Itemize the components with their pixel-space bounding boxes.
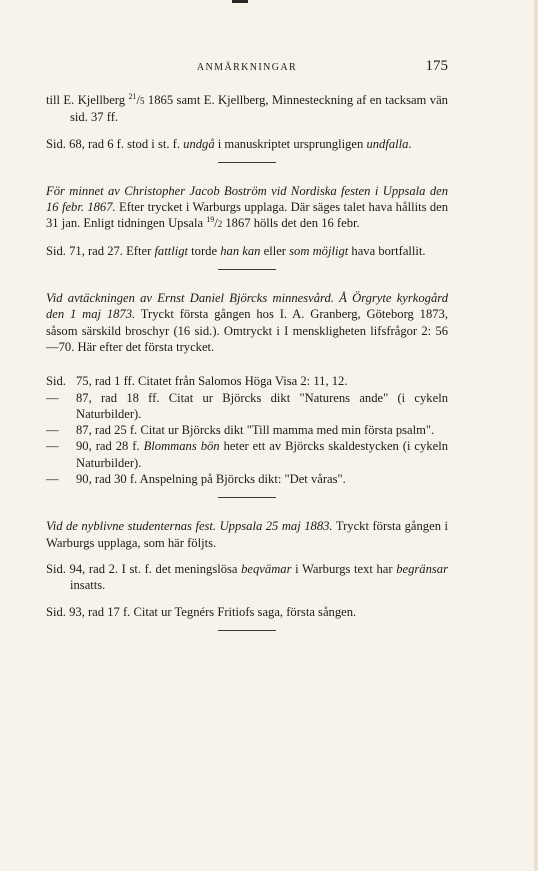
notes-list-bjorck <box>46 373 448 487</box>
section-title-studenter: Vid de nyblivne studenternas fest. Uppsala 25 maj 1883. <box>46 519 333 534</box>
section-divider <box>218 630 276 631</box>
section-studenter: Vid de nyblivne studenternas fest. Uppsala 25 maj 1883. Tryckt första gången i Warburgs upplaga, som här följts. <box>46 519 448 550</box>
note-sid-94: Sid. 94, rad 2. I st. f. det meningslösa beqvämar i Warburgs text har begränsar insatts. <box>46 561 448 593</box>
note-sid-68: Sid. 68, rad 6 f. stod i st. f. undgå i manuskriptet ursprungligen undfalla. <box>46 136 412 151</box>
list-item: — 90, rad 28 f. Blommans bön heter ett av Björcks skaldestycken (i cykeln Naturbilder). <box>46 439 449 470</box>
section-title-bostrom: För minnet av Christopher Jacob Boström vid Nordiska festen i Uppsala den 16 febr. 1867. <box>46 183 448 215</box>
note-sid-71: Sid. 71, rad 27. Efter fattligt torde han kan eller som möjligt hava bortfallit. <box>46 243 426 258</box>
page-edge-shadow <box>534 0 538 871</box>
running-head: ANMÄRKNINGAR <box>196 62 298 73</box>
list-item: — 87, rad 18 ff. Citat ur Björcks dikt "Naturens ande" (i cykeln Naturbilder). <box>46 390 448 421</box>
section-bjorck: Vid avtäckningen av Ernst Daniel Björcks minnesvård. Å Örgryte kyrkogård den 1 maj 1873. Tryckt första gången hos I. A. Granberg, Göteborg 1873, såsom särskild broschyr (16 sid.). Omtryckt i I menskligheten lifsfrågor 2: 56—70. Här efter det första trycket. <box>46 291 449 354</box>
section-divider <box>218 497 276 498</box>
paragraph-kjellberg: till E. Kjellberg $^{21}$/5 1865 samt E. Kjellberg, Minnesteckning af en tacksam vän sid. 37 ff. <box>46 91 448 125</box>
section-divider <box>218 269 276 270</box>
page-top-mark <box>232 0 248 3</box>
note-sid-93: Sid. 93, rad 17 f. Citat ur Tegnérs Fritiofs saga, första sången. <box>46 604 357 619</box>
list-item: — 90, rad 30 f. Anspelning på Björcks dikt: "Det våras". <box>46 472 346 487</box>
list-item: — 87, rad 25 f. Citat ur Björcks dikt "Till mamma med min första psalm". <box>46 423 435 438</box>
list-item: Sid. 75, rad 1 ff. Citatet från Salomos Höga Visa 2: 11, 12. <box>46 374 348 389</box>
section-bostrom: För minnet av Christopher Jacob Boström vid Nordiska festen i Uppsala den 16 febr. 1867. Efter trycket i Warburgs upplaga. Där säges talet hava hållits den 31 jan. Enligt tidningen Upsala $^{19}$/2 1867 hölls det den 16 febr. <box>46 183 449 231</box>
section-title-bjorck: Vid avtäckningen av Ernst Daniel Björcks minnesvård. Å Örgryte kyrkogård den 1 maj 1873. <box>46 291 448 322</box>
page-number: 175 <box>425 58 448 74</box>
section-divider <box>218 162 276 163</box>
page-header <box>46 58 448 76</box>
page-body <box>46 92 448 631</box>
